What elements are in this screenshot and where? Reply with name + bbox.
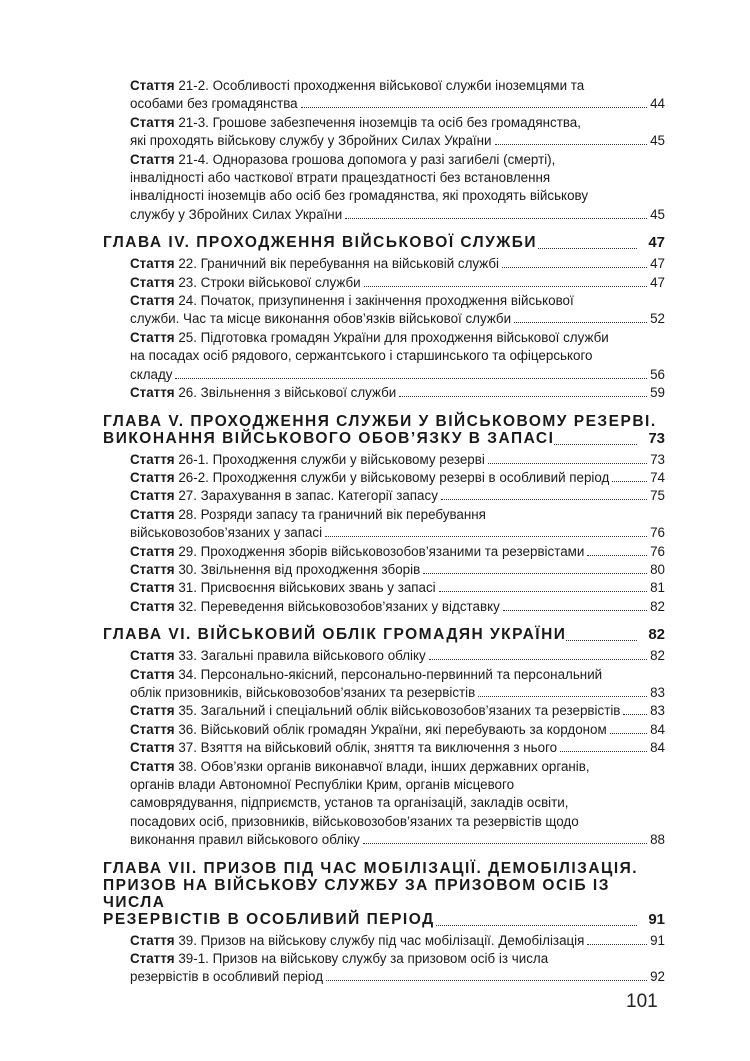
article-title-line: інвалідності або часткової втрати працездатності без встановлення: [130, 170, 551, 186]
chapter-title-line: ВИКОНАННЯ ВІЙСЬКОВОГО ОБОВ’ЯЗКУ В ЗАПАСІ: [103, 429, 555, 447]
article-label: Стаття: [130, 78, 175, 93]
toc-article-entry: [130, 114, 665, 151]
article-title-line: 32. Переведення військовозобов’язаних у відставку: [178, 598, 500, 614]
article-label: Стаття: [130, 329, 175, 345]
article-page-number: 73: [650, 451, 665, 467]
toc-article-entry: [130, 274, 665, 292]
article-page-number: 80: [650, 561, 665, 577]
chapter-title-line: ГЛАВА VI. ВІЙСЬКОВИЙ ОБЛІК ГРОМАДЯН УКРАЇНИ: [103, 626, 567, 644]
article-page-number: 84: [650, 740, 665, 756]
article-label: Стаття: [130, 951, 175, 967]
article-title-line: облік призовників, військовозобов’язаних та резервістів: [130, 684, 476, 700]
dot-leader: [399, 396, 647, 397]
toc-chapter-entry: [103, 413, 665, 447]
toc-article-entry: [130, 579, 665, 597]
article-title-line: 24. Початок, призупинення і закінчення проходження військової: [178, 293, 574, 309]
article-title-line: 26. Звільнення з військової служби: [178, 385, 397, 401]
chapter-page-number: 73: [648, 429, 665, 447]
dot-leader: [301, 107, 647, 108]
article-title-line: органів влади Автономної Республіки Крим, органів місцевого: [130, 777, 515, 792]
article-title-line: особами без громадянства: [130, 96, 298, 112]
article-title-line: 23. Строки військової служби: [178, 274, 361, 290]
article-label: Стаття: [130, 740, 175, 756]
article-page-number: 88: [650, 832, 665, 848]
article-title-line: 26-2. Проходження служби у військовому резерві в особливий період: [178, 469, 610, 485]
article-label: Стаття: [130, 932, 175, 948]
toc-article-entry: [130, 721, 665, 739]
article-title-line: 31. Присвоєння військових звань у запасі: [178, 580, 436, 596]
dot-leader: [560, 751, 647, 752]
toc-article-entry: [130, 151, 665, 225]
dot-leader: [587, 555, 647, 556]
toc-article-entry: [130, 561, 665, 579]
article-page-number: 47: [650, 274, 665, 290]
article-title-line: 22. Граничний вік перебування на військовій службі: [178, 256, 500, 272]
article-page-number: 81: [650, 580, 665, 596]
dot-leader: [429, 659, 647, 660]
article-title-line: 33. Загальні правила військового обліку: [178, 648, 426, 664]
dot-leader: [345, 218, 647, 219]
article-title-line: виконання правил військового обліку: [130, 832, 360, 848]
dot-leader: [495, 144, 648, 145]
chapter-title-line: ГЛАВА V. ПРОХОДЖЕННЯ СЛУЖБИ У ВІЙСЬКОВОМУ РЕЗЕРВІ.: [103, 412, 657, 430]
chapter-title-line: ГЛАВА IV. ПРОХОДЖЕННЯ ВІЙСЬКОВОЇ СЛУЖБИ: [103, 234, 538, 252]
article-page-number: 82: [650, 648, 665, 664]
page-number: 101: [626, 991, 658, 1012]
dot-leader: [514, 322, 647, 323]
article-title-line: службу у Збройних Силах України: [130, 206, 343, 222]
toc-article-entry: [130, 598, 665, 616]
toc-article-entry: [130, 487, 665, 505]
article-label: Стаття: [130, 385, 175, 401]
article-label: Стаття: [130, 506, 175, 522]
article-title-line: 27. Зарахування в запас. Категорії запасу: [178, 488, 438, 504]
article-title-line: самоврядування, підприємств, установ та організацій, закладів освіти,: [130, 795, 569, 811]
article-title-line: які проходять військову службу у Збройних Силах України: [130, 133, 492, 149]
article-title-line: 38. Обов’язки органів виконавчої влади, інших державних органів,: [178, 758, 590, 774]
dot-leader: [502, 267, 647, 268]
article-title-line: 36. Військовий облік громадян України, які перебувають за кордоном: [178, 721, 607, 737]
dot-leader: [325, 536, 647, 537]
article-label: Стаття: [130, 151, 175, 167]
article-title-line: 39-1. Призов на військову службу за призовом осіб із числа: [178, 951, 549, 967]
chapter-title-line: ГЛАВА VII. ПРИЗОВ ПІД ЧАС МОБІЛІЗАЦІЇ. ДЕМОБІЛІЗАЦІЯ.: [103, 859, 639, 877]
article-page-number: 84: [650, 721, 665, 737]
article-title-line: 39. Призов на військову службу під час мобілізації. Демобілізація: [178, 932, 585, 948]
chapter-title-line: ПРИЗОВ НА ВІЙСЬКОВУ СЛУЖБУ ЗА ПРИЗОВОМ ОСІБ ІЗ ЧИСЛА: [103, 876, 610, 911]
article-page-number: 44: [650, 96, 665, 112]
article-page-number: 74: [650, 469, 665, 485]
article-title-line: 21-4. Одноразова грошова допомога у разі загибелі (смерті),: [178, 151, 556, 167]
article-page-number: 75: [650, 488, 665, 504]
article-title-line: посадових осіб, призовників, військовозобов’язаних та резервістів щодо: [130, 813, 579, 829]
toc-article-entry: [130, 292, 665, 329]
dot-leader: [326, 980, 647, 981]
toc-article-entry: [130, 702, 665, 720]
article-page-number: 47: [650, 256, 665, 272]
article-label: Стаття: [130, 721, 175, 737]
article-title-line: складу: [130, 366, 173, 382]
toc-article-entry: [130, 469, 665, 487]
article-page-number: 56: [650, 366, 665, 382]
toc-article-entry: [130, 506, 665, 543]
toc-article-entry: [130, 255, 665, 273]
toc-chapter-entry: [103, 234, 665, 251]
article-title-line: 30. Звільнення від проходження зборів: [178, 561, 421, 577]
article-page-number: 45: [650, 206, 665, 222]
article-page-number: 82: [650, 598, 665, 614]
article-title-line: 21-2. Особливості проходження військової служби іноземцями та: [178, 78, 585, 93]
article-label: Стаття: [130, 543, 175, 559]
dot-leader: [612, 481, 647, 482]
article-title-line: 26-1. Проходження служби у військовому резерві: [178, 451, 485, 467]
article-label: Стаття: [130, 561, 175, 577]
dot-leader: [587, 944, 647, 945]
dot-leader: [478, 696, 647, 697]
article-page-number: 52: [650, 311, 665, 327]
article-label: Стаття: [130, 758, 175, 774]
toc-article-entry: [130, 384, 665, 402]
article-title-line: 28. Розряди запасу та граничний вік перебування: [178, 506, 486, 522]
article-label: Стаття: [130, 488, 175, 504]
article-label: Стаття: [130, 580, 175, 596]
article-title-line: 29. Проходження зборів військовозобов’язаними та резервістами: [178, 543, 585, 559]
article-label: Стаття: [130, 451, 175, 467]
article-label: Стаття: [130, 666, 175, 682]
chapter-page-number: 91: [648, 910, 665, 928]
article-page-number: 91: [650, 932, 665, 948]
toc-article-entry: [130, 329, 665, 384]
article-label: Стаття: [130, 703, 175, 719]
toc-chapter-entry: [103, 860, 665, 928]
dot-leader: [175, 378, 647, 379]
article-title-line: на посадах осіб рядового, сержантського і старшинського та офіцерського: [130, 348, 593, 364]
dot-leader: [488, 463, 647, 464]
article-title-line: 35. Загальний і спеціальний облік військовозобов’язаних та резервістів: [178, 703, 621, 719]
article-page-number: 92: [650, 969, 665, 985]
article-label: Стаття: [130, 274, 175, 290]
article-page-number: 76: [650, 543, 665, 559]
dot-leader: [439, 591, 647, 592]
article-title-line: 34. Персонально-якісний, персонально-первинний та персональний: [178, 666, 603, 682]
article-label: Стаття: [130, 256, 175, 272]
article-title-line: військовозобов’язаних у запасі: [130, 525, 323, 541]
toc-article-entry: [130, 950, 665, 987]
article-page-number: 76: [650, 525, 665, 541]
dot-leader: [610, 733, 647, 734]
toc-article-entry: [130, 739, 665, 757]
article-label: Стаття: [130, 114, 175, 130]
toc-article-entry: [130, 932, 665, 950]
article-page-number: 83: [650, 684, 665, 700]
dot-leader: [441, 499, 647, 500]
article-title-line: 21-3. Грошове забезпечення іноземців та осіб без громадянства,: [178, 114, 581, 130]
article-title-line: 37. Взяття на військовий облік, зняття та виключення з нього: [178, 740, 558, 756]
article-page-number: 45: [650, 133, 665, 149]
chapter-title-line: РЕЗЕРВІСТІВ В ОСОБЛИВИЙ ПЕРІОД: [103, 910, 435, 928]
dot-leader: [363, 843, 647, 844]
chapter-page-number: 82: [648, 626, 665, 644]
article-title-line: 25. Підготовка громадян України для проходження військової служби: [178, 329, 609, 345]
article-page-number: 59: [650, 385, 665, 401]
dot-leader: [503, 610, 647, 611]
toc-article-entry: [130, 647, 665, 665]
article-title-line: служби. Час та місце виконання обов’язків військової служби: [130, 311, 512, 327]
dot-leader: [364, 286, 647, 287]
article-label: Стаття: [130, 648, 175, 664]
toc-chapter-entry: [103, 626, 665, 643]
article-label: Стаття: [130, 469, 175, 485]
article-title-line: резервістів в особливий період: [130, 969, 324, 985]
article-title-line: інвалідності іноземців або осіб без громадянства, які проходять військову: [130, 188, 589, 204]
dot-leader: [623, 714, 647, 715]
article-page-number: 83: [650, 703, 665, 719]
chapter-page-number: 47: [648, 234, 665, 252]
table-of-contents: [103, 77, 665, 987]
dot-leader: [423, 573, 647, 574]
article-label: Стаття: [130, 598, 175, 614]
toc-article-entry: [130, 666, 665, 703]
toc-article-entry: [130, 77, 665, 114]
toc-article-entry: [130, 451, 665, 469]
toc-article-entry: [130, 758, 665, 850]
toc-article-entry: [130, 543, 665, 561]
article-label: Стаття: [130, 293, 175, 309]
